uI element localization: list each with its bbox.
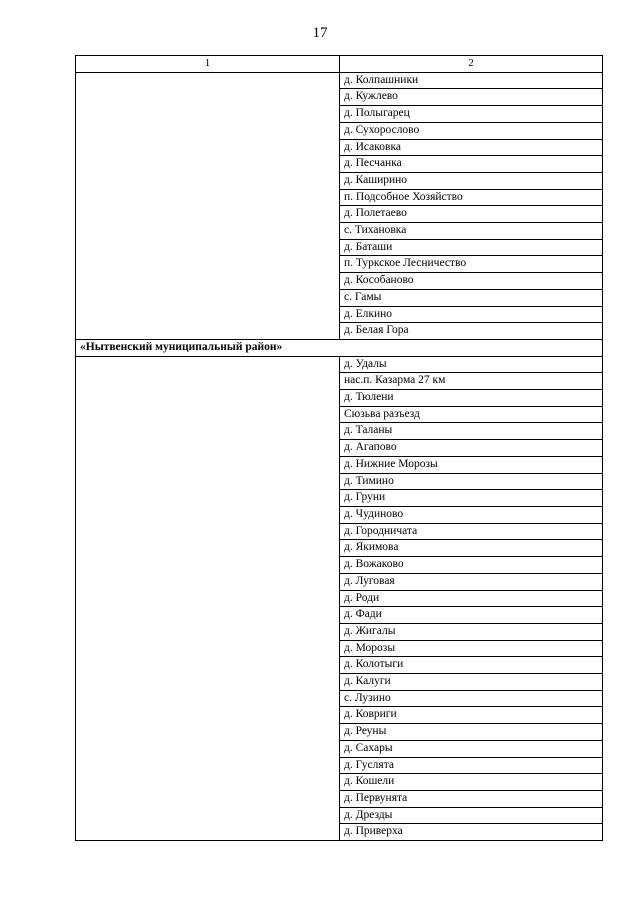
settlement-cell: д. Сахары [340,740,603,757]
table-row [76,72,603,89]
settlement-cell: д. Таланы [340,423,603,440]
settlement-cell: д. Нижние Морозы [340,456,603,473]
settlement-cell: п. Подсобное Хозяйство [340,189,603,206]
settlement-cell: д. Якимова [340,540,603,557]
settlement-cell: д. Роди [340,590,603,607]
settlement-cell: д. Сухорослово [340,122,603,139]
settlement-cell: д. Луговая [340,573,603,590]
settlement-cell: с. Тихановка [340,223,603,240]
column-header-2: 2 [340,56,603,73]
settlement-cell: д. Колпашники [340,72,603,89]
settlement-cell: д. Жигалы [340,623,603,640]
settlement-cell: д. Калуги [340,674,603,691]
district-empty-cell [76,356,340,840]
page-number: 17 [312,25,328,41]
settlement-cell: д. Полыгарец [340,106,603,123]
settlement-cell: д. Полетаево [340,206,603,223]
settlement-cell: д. Кошели [340,774,603,791]
settlement-cell: д. Фади [340,607,603,624]
settlement-cell: д. Елкино [340,306,603,323]
settlement-cell: д. Чудиново [340,506,603,523]
settlement-cell: д. Ковриги [340,707,603,724]
settlement-cell: д. Гуслята [340,757,603,774]
settlement-cell: д. Каширино [340,172,603,189]
settlement-cell: д. Первунята [340,790,603,807]
settlement-cell: д. Городничата [340,523,603,540]
column-header-1: 1 [76,56,340,73]
settlement-cell: д. Дрезды [340,807,603,824]
settlement-cell: п. Туркское Лесничество [340,256,603,273]
settlement-cell: с. Гамы [340,289,603,306]
settlement-cell: с. Лузино [340,690,603,707]
settlements-table [75,55,603,841]
settlement-cell: д. Кужлево [340,89,603,106]
settlement-cell: Сюзьва разъезд [340,406,603,423]
settlement-cell: д. Приверха [340,824,603,841]
settlement-cell: д. Баташи [340,239,603,256]
settlement-cell: д. Реуны [340,724,603,741]
settlement-cell: д. Тимино [340,473,603,490]
section-title-row [76,339,603,356]
table-header-row [76,56,603,73]
settlement-cell: д. Тюлени [340,390,603,407]
settlement-cell: д. Груни [340,490,603,507]
settlement-cell: д. Колотыги [340,657,603,674]
settlement-cell: д. Песчанка [340,156,603,173]
settlement-cell: нас.п. Казарма 27 км [340,373,603,390]
settlement-cell: д. Удалы [340,356,603,373]
settlement-cell: д. Вожаково [340,557,603,574]
table-row [76,356,603,373]
settlement-cell: д. Агапово [340,440,603,457]
settlement-cell: д. Исаковка [340,139,603,156]
district-title: «Нытвенский муниципальный район» [76,339,603,356]
settlement-cell: д. Морозы [340,640,603,657]
settlement-cell: д. Кособаново [340,273,603,290]
settlement-cell: д. Белая Гора [340,323,603,340]
district-empty-cell [76,72,340,339]
